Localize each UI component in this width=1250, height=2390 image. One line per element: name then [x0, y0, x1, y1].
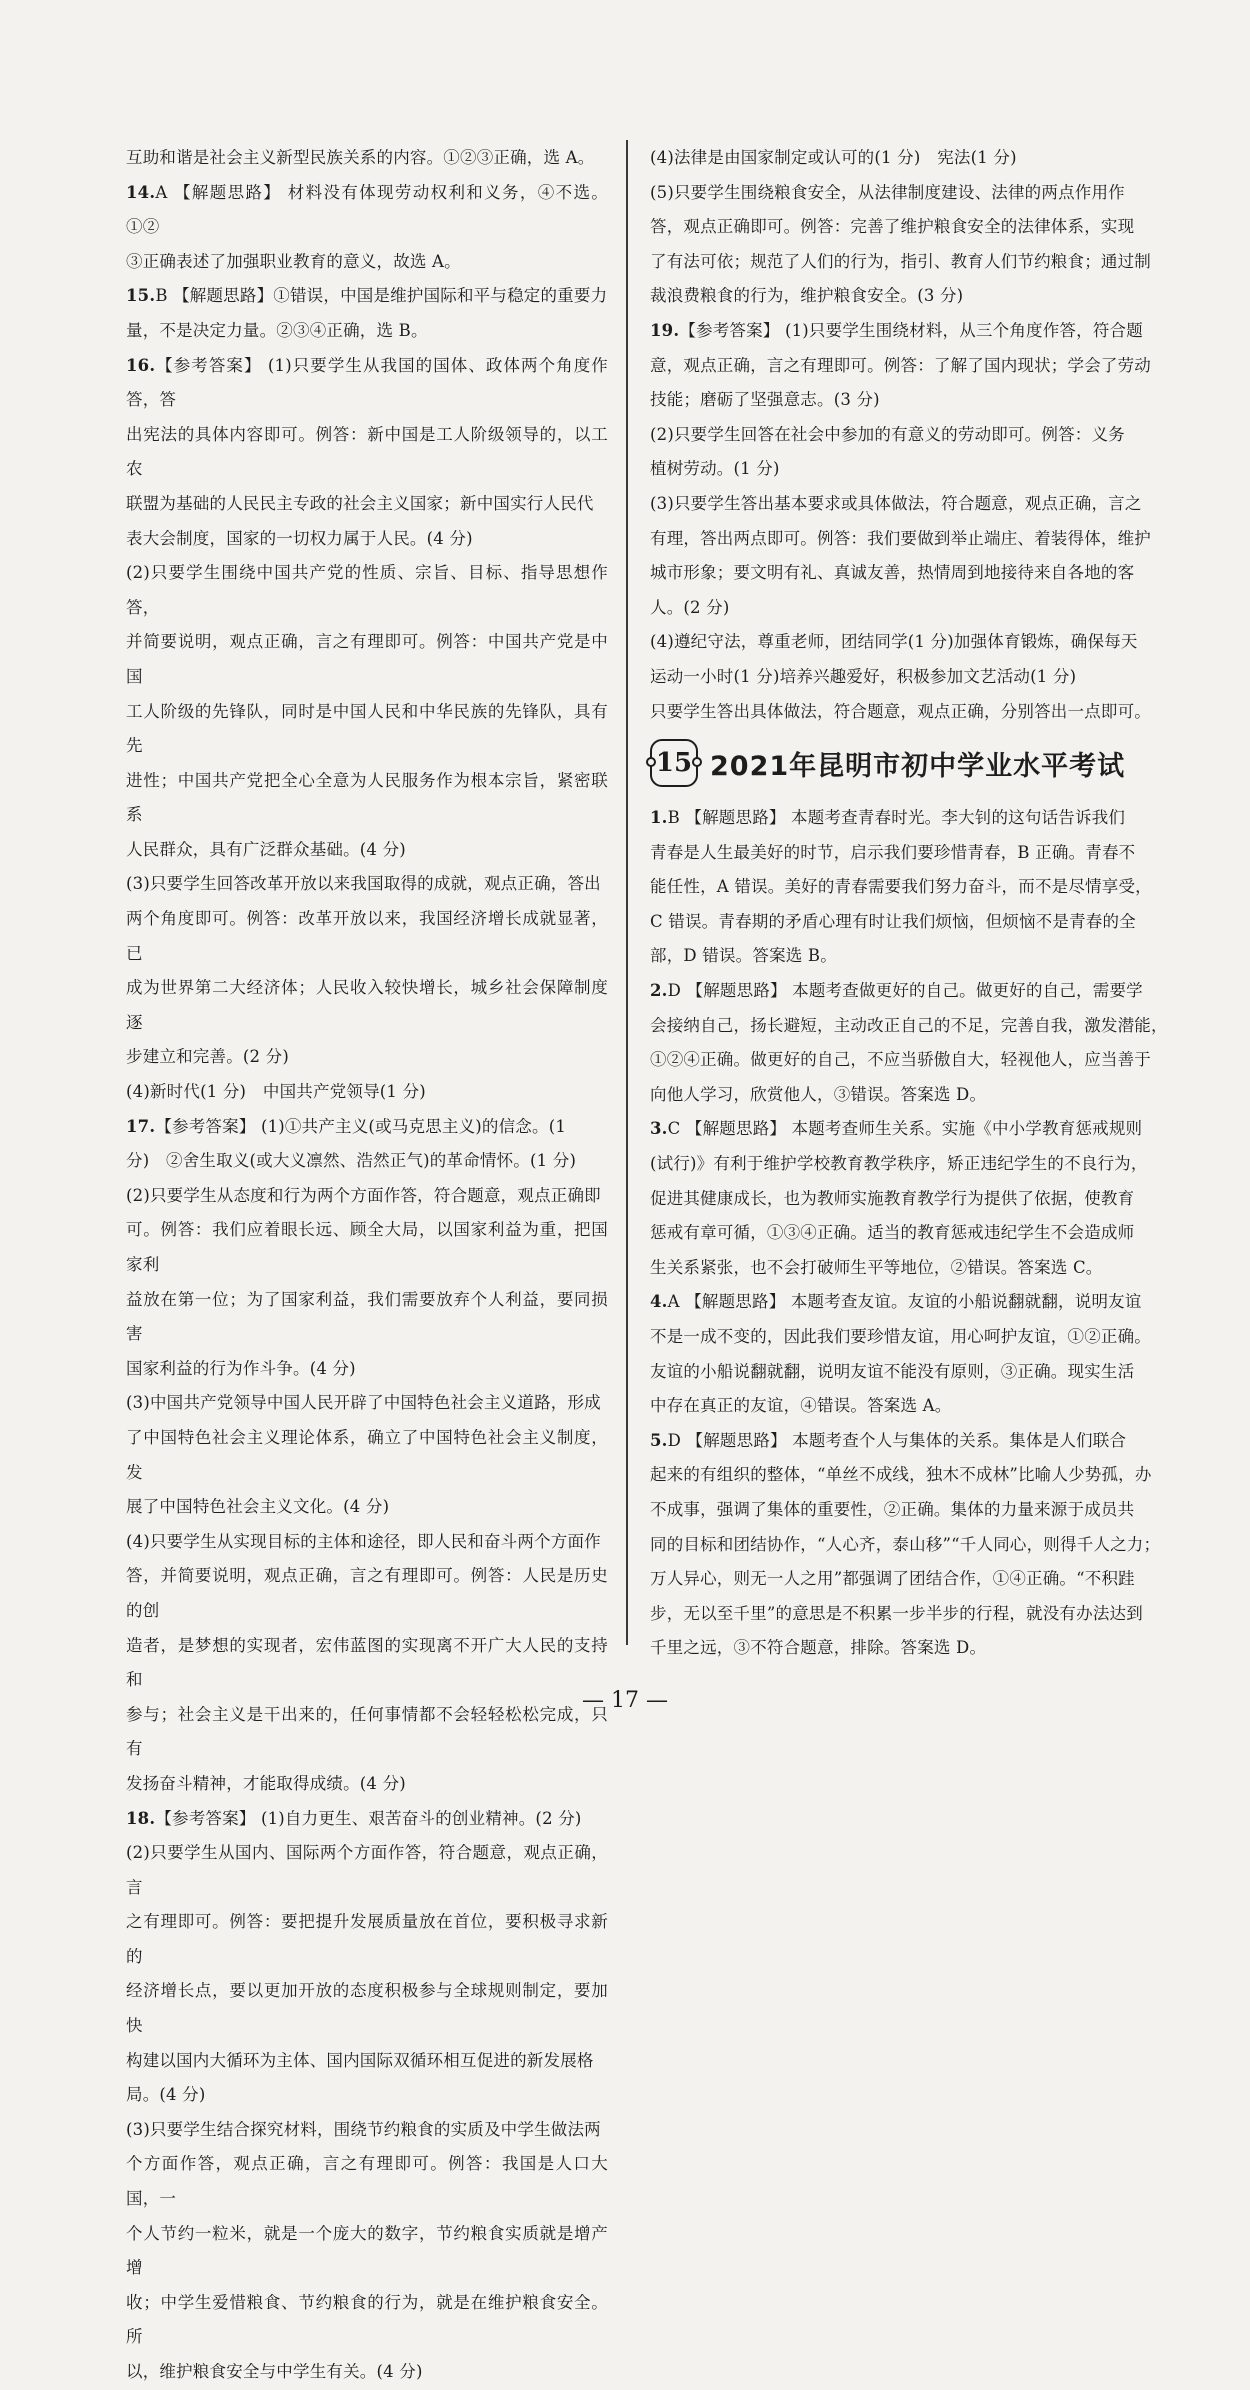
- line-text: ③正确表述了加强职业教育的意义，故选 A。: [126, 251, 461, 271]
- line-text: (4)法律是由国家制定或认可的(1 分) 宪法(1 分): [650, 148, 1017, 167]
- text-line: [126, 141, 608, 176]
- text-line: [650, 1493, 1180, 1528]
- line-text: 【参考答案】 (1)只要学生围绕材料，从三个角度作答，符合题: [679, 320, 1143, 340]
- text-line: [650, 1147, 1180, 1182]
- text-line: [126, 522, 608, 557]
- exam-number-badge: [650, 739, 698, 787]
- line-text: (3)中国共产党领导中国人民开辟了中国特色社会主义道路，形成: [126, 1393, 601, 1413]
- line-text: 城市形象；要文明有礼、真诚友善，热情周到地接待来自各地的客: [650, 563, 1135, 583]
- text-line: [126, 1213, 608, 1282]
- text-line: [126, 1179, 608, 1214]
- left-column: [126, 141, 608, 2390]
- line-text: 不成事，强调了集体的重要性，②正确。集体的力量来源于成员共: [650, 1499, 1135, 1519]
- line-text: C 【解题思路】 本题考查师生关系。实施《中小学教育惩戒规则: [667, 1119, 1143, 1139]
- line-text: A 【解题思路】 材料没有体现劳动权利和义务，④不选。①②: [126, 182, 608, 237]
- line-text: 收；中学生爱惜粮食、节约粮食的行为，就是在维护粮食安全。所: [126, 2292, 608, 2347]
- text-line: [650, 487, 1180, 522]
- line-text: 惩戒有章可循，①③④正确。适当的教育惩戒违纪学生不会造成师: [650, 1223, 1135, 1243]
- text-line: [650, 522, 1180, 557]
- text-line: [126, 487, 608, 522]
- line-text: 意，观点正确，言之有理即可。例答：了解了国内现状；学会了劳动: [650, 355, 1151, 375]
- line-text: 万人异心，则无一人之用”都强调了团结合作，①④正确。“不积跬: [650, 1569, 1135, 1589]
- line-text: 人民群众，具有广泛群众基础。(4 分): [126, 839, 406, 859]
- line-text: 造者，是梦想的实现者，宏伟蓝图的实现离不开广大人民的支持和: [126, 1635, 608, 1690]
- text-line: [126, 314, 608, 349]
- text-line: [126, 1559, 608, 1628]
- line-text: 裁浪费粮食的行为，维护粮食安全。(3 分): [650, 286, 964, 306]
- text-line: [126, 2355, 608, 2390]
- text-line: [650, 314, 1180, 349]
- text-line: [650, 176, 1180, 211]
- line-text: 构建以国内大循环为主体、国内国际双循环相互促进的新发展格: [126, 2050, 594, 2070]
- line-text: 成为世界第二大经济体；人民收入较快增长，城乡社会保障制度逐: [126, 978, 608, 1032]
- text-line: [126, 1040, 608, 1075]
- text-line: [126, 2286, 608, 2355]
- line-text: 并简要说明，观点正确，言之有理即可。例答：中国共产党是中国: [126, 632, 608, 686]
- line-text: 促进其健康成长，也为教师实施教育教学行为提供了依据，使教育: [650, 1188, 1135, 1208]
- line-text: (3)只要学生结合探究材料，围绕节约粮食的实质及中学生做法两: [126, 2119, 601, 2139]
- column-divider: [626, 140, 628, 1645]
- line-text: 起来的有组织的整体，“单丝不成线，独木不成林”比喻人少势孤，办: [650, 1465, 1152, 1485]
- text-line: [650, 349, 1180, 384]
- line-text: 中存在真正的友谊，④错误。答案选 A。: [650, 1396, 952, 1416]
- text-line: [650, 1285, 1180, 1320]
- line-text: 向他人学习，欣赏他人，③错误。答案选 D。: [650, 1084, 987, 1104]
- text-line: [650, 418, 1180, 453]
- text-line: [650, 245, 1180, 280]
- right-column-top: [650, 141, 1180, 729]
- question-number: 15.: [126, 286, 156, 306]
- line-text: 工人阶级的先锋队，同时是中国人民和中华民族的先锋队，具有先: [126, 701, 608, 756]
- text-line: [126, 349, 608, 418]
- text-line: [650, 905, 1180, 940]
- line-text: 不是一成不变的，因此我们要珍惜友谊，用心呵护友谊，①②正确。: [650, 1327, 1151, 1346]
- line-text: 分) ②舍生取义(或大义凛然、浩然正气)的革命情怀。(1 分): [126, 1151, 577, 1171]
- text-line: [126, 833, 608, 868]
- text-line: [650, 1389, 1180, 1424]
- line-text: 量，不是决定力量。②③④正确，选 B。: [126, 320, 428, 340]
- line-text: 局。(4 分): [126, 2085, 206, 2105]
- text-line: [126, 556, 608, 625]
- text-line: [126, 1836, 608, 1905]
- line-text: 益放在第一位；为了国家利益，我们需要放弃个人利益，要同损害: [126, 1289, 608, 1344]
- text-line: [126, 902, 608, 971]
- text-line: [650, 660, 1180, 695]
- text-line: [126, 867, 608, 902]
- text-line: [650, 1009, 1180, 1044]
- text-line: [650, 556, 1180, 591]
- text-line: [650, 452, 1180, 487]
- text-line: [126, 625, 608, 694]
- line-text: 发扬奋斗精神，才能取得成绩。(4 分): [126, 1773, 406, 1793]
- line-text: 运动一小时(1 分)培养兴趣爱好，积极参加文艺活动(1 分): [650, 666, 1077, 686]
- line-text: 能任性，A 错误。美好的青春需要我们努力奋斗，而不是尽情享受，: [650, 877, 1152, 897]
- line-text: B 【解题思路】 本题考查青春时光。李大钊的这句话告诉我们: [667, 808, 1126, 828]
- line-text: 【参考答案】 (1)①共产主义(或马克思主义)的信念。(1: [155, 1116, 567, 1136]
- text-line: [126, 1974, 608, 2043]
- line-text: 【参考答案】 (1)只要学生从我国的国体、政体两个角度作答，答: [126, 355, 608, 410]
- line-text: 经济增长点，要以更加开放的态度积极参与全球规则制定，要加快: [126, 1981, 608, 2036]
- line-text: 只要学生答出具体做法，符合题意，观点正确，分别答出一点即可。: [650, 701, 1151, 721]
- question-number: 17.: [126, 1116, 156, 1136]
- line-text: D 【解题思路】 本题考查做更好的自己。做更好的自己，需要学: [667, 981, 1143, 1001]
- line-text: (5)只要学生围绕粮食安全，从法律制度建设、法律的两点作用作: [650, 182, 1125, 202]
- line-text: 有理，答出两点即可。例答：我们要做到举止端庄、着装得体，维护: [650, 528, 1151, 548]
- line-text: (2)只要学生围绕中国共产党的性质、宗旨、目标、指导思想作答，: [126, 563, 608, 617]
- text-line: [126, 695, 608, 764]
- line-text: 技能；磨砺了坚强意志。(3 分): [650, 390, 880, 410]
- text-line: [126, 971, 608, 1040]
- question-number: 18.: [126, 1808, 156, 1828]
- text-line: [126, 1767, 608, 1802]
- line-text: D 【解题思路】 本题考查个人与集体的关系。集体是人们联合: [667, 1430, 1127, 1450]
- text-line: [126, 279, 608, 314]
- text-line: [126, 245, 608, 280]
- text-line: [650, 1631, 1180, 1666]
- text-line: [650, 870, 1180, 905]
- text-line: [650, 1182, 1180, 1217]
- text-line: [650, 141, 1180, 176]
- question-number: 2.: [650, 981, 668, 1001]
- line-text: 了有法可依；规范了人们的行为，指引、教育人们节约粮食；通过制: [650, 251, 1151, 271]
- text-line: [650, 836, 1180, 871]
- line-text: A 【解题思路】 本题考查友谊。友谊的小船说翻就翻，说明友谊: [667, 1292, 1142, 1312]
- text-line: [650, 1355, 1180, 1390]
- text-line: [126, 2044, 608, 2079]
- text-line: [126, 1421, 608, 1490]
- text-line: [650, 591, 1180, 626]
- text-line: [126, 2147, 608, 2216]
- text-line: [126, 1905, 608, 1974]
- text-line: [650, 1528, 1180, 1563]
- line-text: ①②④正确。做更好的自己，不应当骄傲自大，轻视他人，应当善于: [650, 1050, 1151, 1070]
- line-text: 生关系紧张，也不会打破师生平等地位，②错误。答案选 C。: [650, 1257, 1103, 1277]
- line-text: 人。(2 分): [650, 597, 730, 617]
- line-text: 千里之远，③不符合题意，排除。答案选 D。: [650, 1638, 987, 1658]
- text-line: [126, 2217, 608, 2286]
- exam-title: 2021年昆明市初中学业水平考试: [710, 750, 1126, 782]
- text-line: [650, 801, 1180, 836]
- text-line: [126, 1490, 608, 1525]
- question-number: 4.: [650, 1292, 668, 1312]
- line-text: (4)只要学生从实现目标的主体和途径，即人民和奋斗两个方面作: [126, 1531, 601, 1551]
- text-line: [650, 1562, 1180, 1597]
- line-text: 以，维护粮食安全与中学生有关。(4 分): [126, 2362, 423, 2381]
- text-line: [650, 1458, 1180, 1493]
- line-text: C 错误。青春期的矛盾心理有时让我们烦恼，但烦恼不是青春的全: [650, 911, 1136, 931]
- question-number: 14.: [126, 182, 156, 202]
- right-column-bottom: [650, 801, 1180, 1666]
- line-text: 表大会制度，国家的一切权力属于人民。(4 分): [126, 528, 473, 548]
- text-line: [126, 1283, 608, 1352]
- line-text: (试行)》有利于维护学校教育教学秩序，矫正违纪学生的不良行为，: [650, 1154, 1148, 1174]
- text-line: [650, 1320, 1180, 1355]
- line-text: 进性；中国共产党把全心全意为人民服务作为根本宗旨，紧密联系: [126, 770, 608, 825]
- text-line: [126, 176, 608, 245]
- text-line: [126, 1802, 608, 1837]
- text-line: [126, 1075, 608, 1110]
- right-column: [650, 141, 1180, 1666]
- text-line: [126, 1352, 608, 1387]
- line-text: (3)只要学生答出基本要求或具体做法，符合题意，观点正确，言之: [650, 493, 1142, 513]
- text-line: [126, 1110, 608, 1145]
- exam-number: 15: [655, 748, 693, 779]
- text-line: [650, 1597, 1180, 1632]
- text-line: [650, 279, 1180, 314]
- line-text: (3)只要学生回答改革开放以来我国取得的成就，观点正确，答出: [126, 874, 601, 894]
- text-line: [650, 1424, 1180, 1459]
- line-text: 两个角度即可。例答：改革开放以来，我国经济增长成就显著，已: [126, 909, 608, 963]
- line-text: 答，并简要说明，观点正确，言之有理即可。例答：人民是历史的创: [126, 1566, 608, 1620]
- line-text: 互助和谐是社会主义新型民族关系的内容。①②③正确，选 A。: [126, 148, 595, 167]
- question-number: 16.: [126, 355, 156, 375]
- text-line: [650, 974, 1180, 1009]
- line-text: 参与；社会主义是干出来的，任何事情都不会轻轻松松完成，只有: [126, 1704, 608, 1759]
- line-text: 联盟为基础的人民民主专政的社会主义国家；新中国实行人民代: [126, 493, 594, 513]
- line-text: (2)只要学生从态度和行为两个方面作答，符合题意，观点正确即: [126, 1185, 601, 1205]
- line-text: 答，观点正确即可。例答：完善了维护粮食安全的法律体系，实现: [650, 217, 1135, 237]
- question-number: 1.: [650, 808, 668, 828]
- text-line: [126, 418, 608, 487]
- line-text: 步，无以至千里”的意思是不积累一步半步的行程，就没有办法达到: [650, 1603, 1143, 1623]
- text-line: [650, 1112, 1180, 1147]
- page-number: — 17 —: [582, 1688, 668, 1713]
- line-text: 同的目标和团结协作，“人心齐，泰山移”“千人同心，则得千人之力；: [650, 1534, 1161, 1554]
- line-text: 之有理即可。例答：要把提升发展质量放在首位，要积极寻求新的: [126, 1912, 608, 1966]
- text-line: [650, 383, 1180, 418]
- line-text: 步建立和完善。(2 分): [126, 1047, 290, 1067]
- text-line: [650, 625, 1180, 660]
- line-text: 可。例答：我们应着眼长远、顾全大局，以国家利益为重，把国家利: [126, 1220, 608, 1274]
- text-line: [650, 1251, 1180, 1286]
- line-text: 【参考答案】 (1)自力更生、艰苦奋斗的创业精神。(2 分): [155, 1808, 582, 1828]
- line-text: (4)新时代(1 分) 中国共产党领导(1 分): [126, 1082, 426, 1102]
- line-text: 个人节约一粒米，就是一个庞大的数字，节约粮食实质就是增产增: [126, 2223, 608, 2278]
- question-number: 5.: [650, 1430, 668, 1450]
- text-line: [126, 1525, 608, 1560]
- question-number: 19.: [650, 320, 680, 340]
- text-line: [126, 1386, 608, 1421]
- line-text: 部，D 错误。答案选 B。: [650, 946, 837, 966]
- line-text: 植树劳动。(1 分): [650, 459, 780, 479]
- line-text: 国家利益的行为作斗争。(4 分): [126, 1358, 356, 1378]
- text-line: [650, 695, 1180, 730]
- line-text: 展了中国特色社会主义文化。(4 分): [126, 1497, 390, 1517]
- text-line: [650, 1216, 1180, 1251]
- line-text: (4)遵纪守法，尊重老师，团结同学(1 分)加强体育锻炼，确保每天: [650, 632, 1138, 652]
- line-text: 了中国特色社会主义理论体系，确立了中国特色社会主义制度，发: [126, 1427, 608, 1482]
- exam-header: [650, 739, 1180, 787]
- text-line: [650, 1078, 1180, 1113]
- text-line: [650, 939, 1180, 974]
- text-line: [126, 2078, 608, 2113]
- text-line: [126, 764, 608, 833]
- text-line: [650, 1043, 1180, 1078]
- line-text: (2)只要学生回答在社会中参加的有意义的劳动即可。例答：义务: [650, 424, 1125, 444]
- text-line: [126, 1144, 608, 1179]
- text-line: [126, 2113, 608, 2148]
- line-text: (2)只要学生从国内、国际两个方面作答，符合题意，观点正确，言: [126, 1843, 608, 1897]
- line-text: B 【解题思路】①错误，中国是维护国际和平与稳定的重要力: [155, 286, 608, 306]
- question-number: 3.: [650, 1119, 668, 1139]
- line-text: 青春是人生最美好的时节，启示我们要珍惜青春，B 正确。青春不: [650, 842, 1136, 862]
- line-text: 个方面作答，观点正确，言之有理即可。例答：我国是人口大国，一: [126, 2154, 608, 2209]
- line-text: 友谊的小船说翻就翻，说明友谊不能没有原则，③正确。现实生活: [650, 1361, 1135, 1381]
- line-text: 会接纳自己，扬长避短，主动改正自己的不足，完善自我，激发潜能，: [650, 1015, 1168, 1035]
- text-line: [650, 210, 1180, 245]
- line-text: 出宪法的具体内容即可。例答：新中国是工人阶级领导的，以工农: [126, 424, 608, 479]
